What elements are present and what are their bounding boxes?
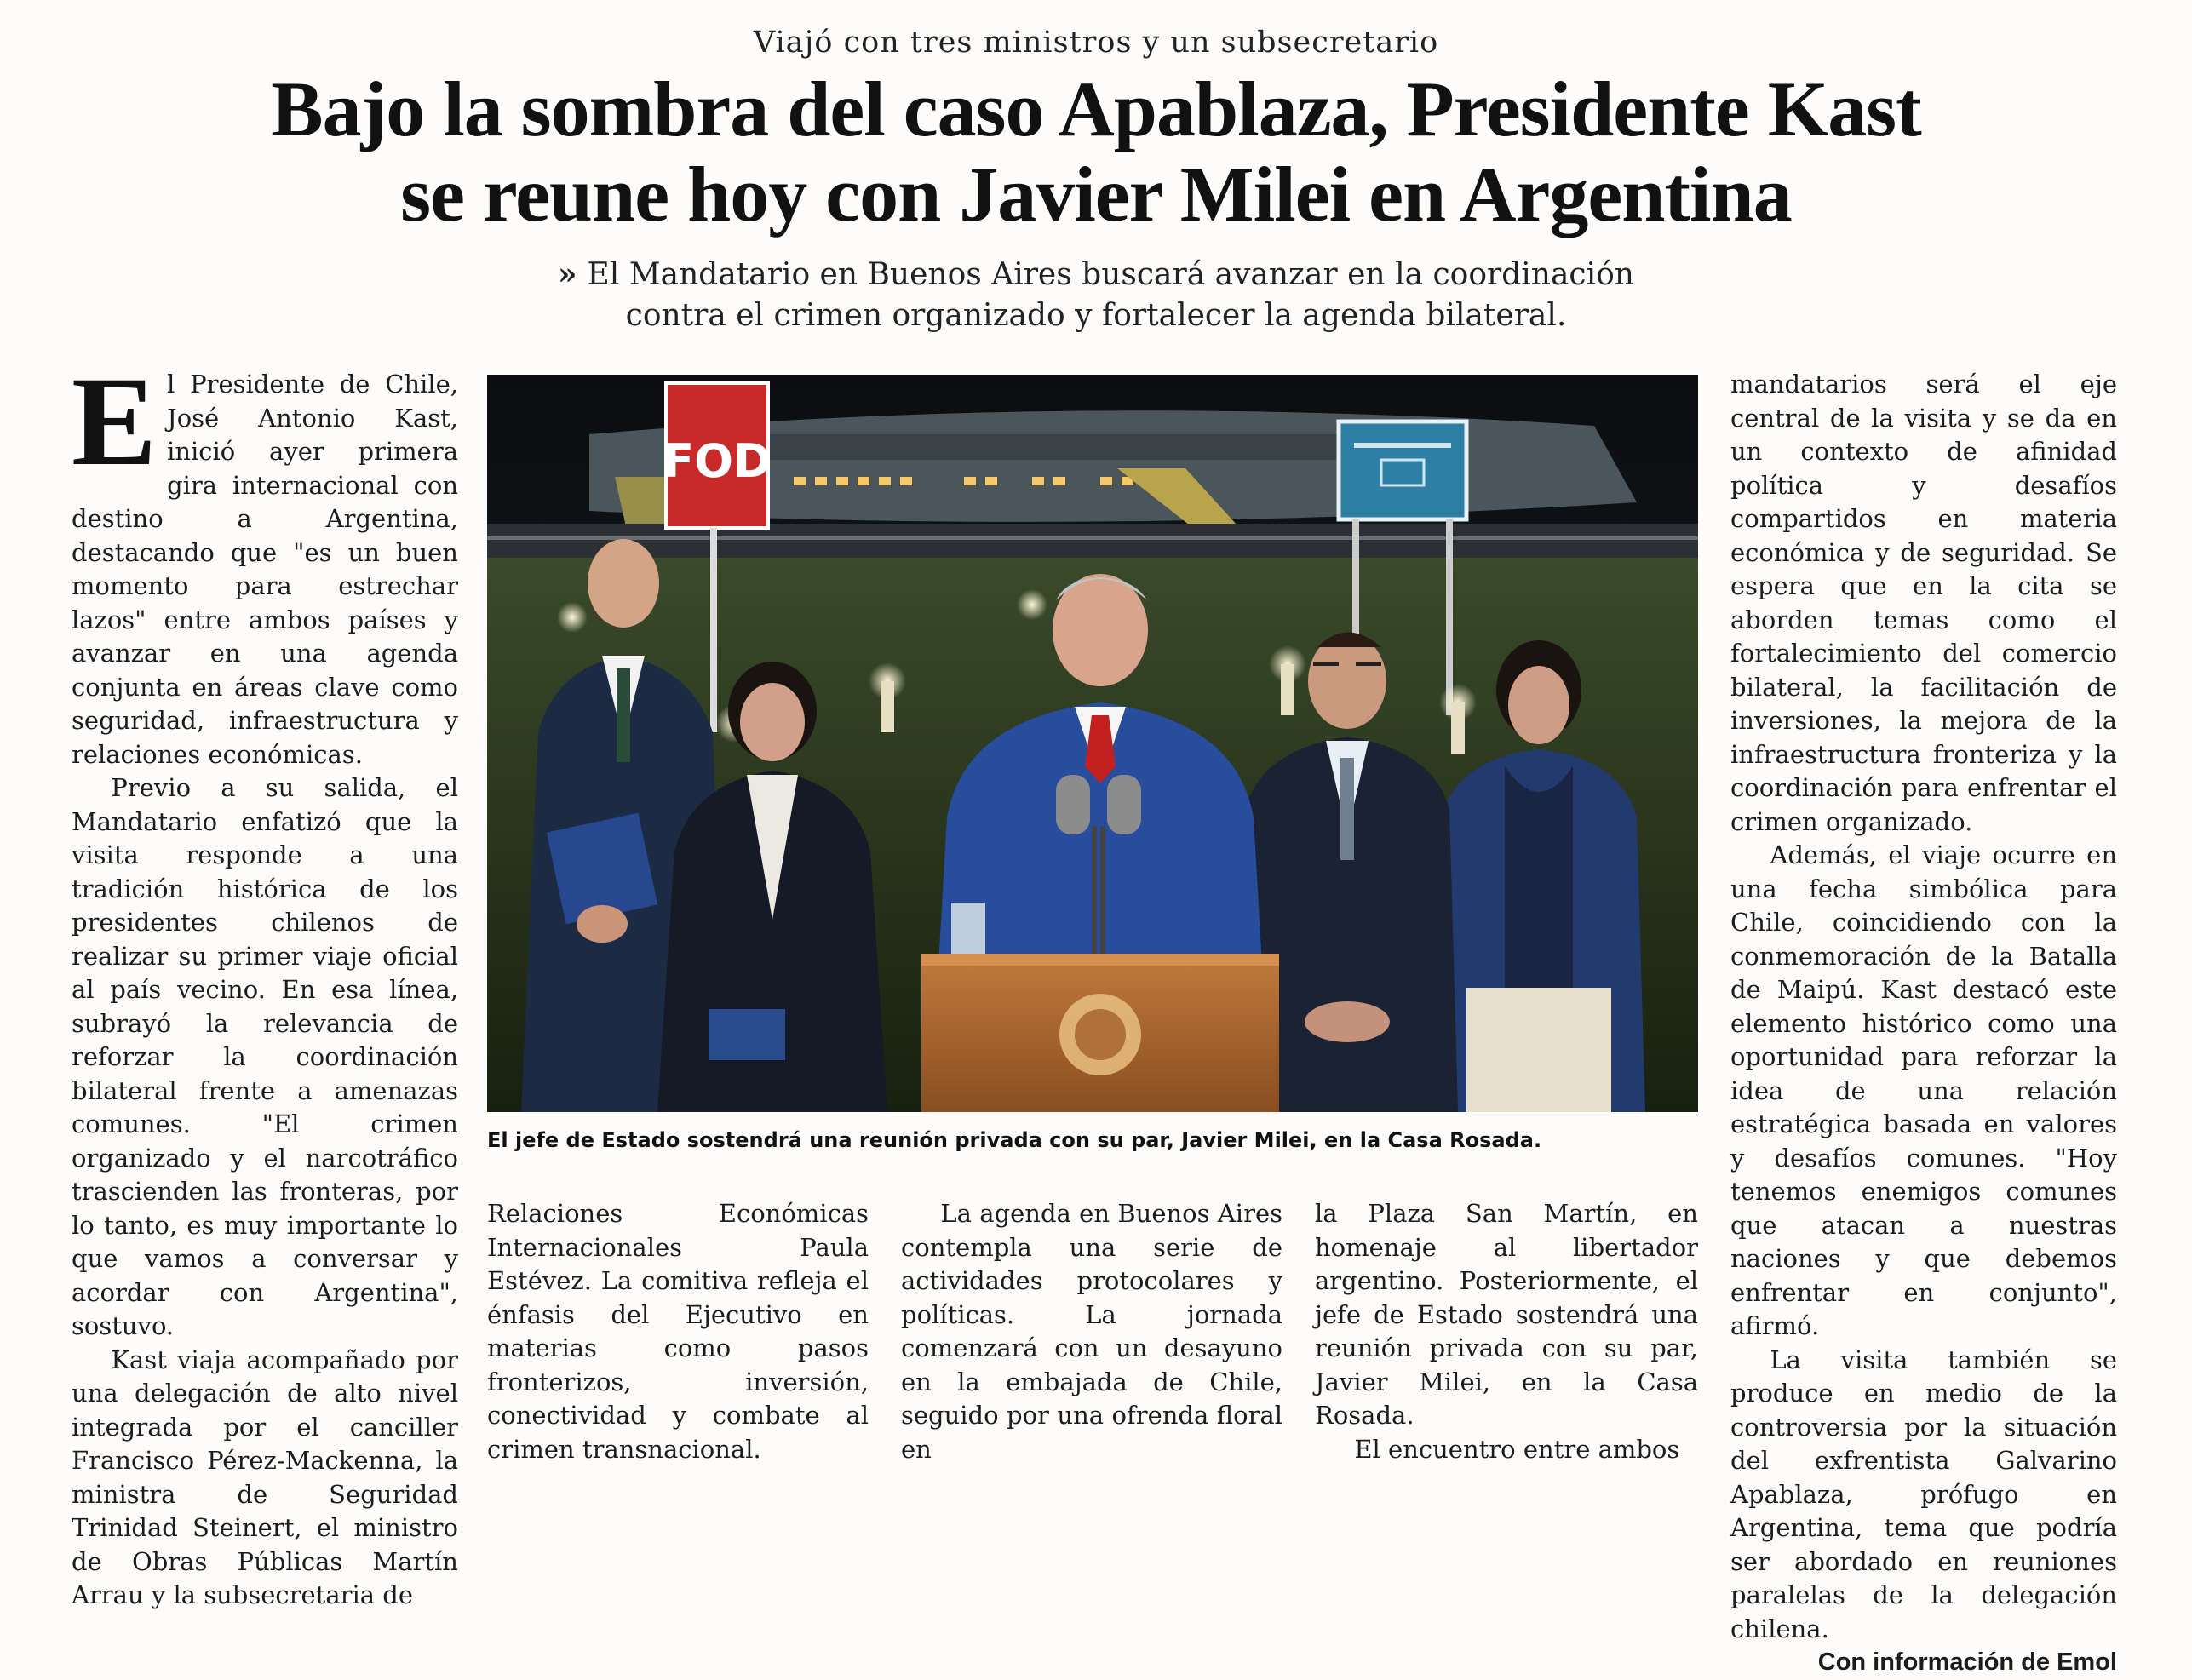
article-headline — [0, 66, 2192, 237]
body-column-right — [1730, 368, 2117, 1680]
drop-cap: E — [72, 351, 158, 492]
body-paragraph: la Plaza San Martín, en homenaje al libertador argentino. Posteriormente, el jefe de Estado sostendrá una reunión privada con su par, Javier Milei, en la Casa Rosada. — [1315, 1199, 1698, 1430]
body-paragraph — [72, 351, 458, 771]
body-paragraph: Kast viaja acompañado por una delegación de alto nivel integrada por el canciller Francisco Pérez-Mackenna, la ministra de Seguridad Trinidad Steinert, el ministro de Obras Públicas Martín Arrau y la subsecretaria de — [72, 1345, 458, 1609]
headline-line-1: Bajo la sombra del caso Apablaza, Presidente Kast — [271, 66, 1921, 152]
body-paragraph: Relaciones Económicas Internacionales Paula Estévez. La comitiva refleja el énfasis del Ejecutivo en materias como pasos fronterizos, inversión, conectividad y combate al crimen transnacional. — [487, 1199, 869, 1464]
photo-sign-text: FOD — [663, 434, 772, 488]
body-column-bottom-1 — [487, 1197, 869, 1466]
body-paragraph: El encuentro entre ambos — [1354, 1434, 1680, 1464]
article-kicker: Viajó con tres ministros y un subsecretario — [753, 26, 1439, 60]
deck-arrow-icon: » — [558, 256, 577, 292]
body-paragraph: La agenda en Buenos Aires contempla una serie de actividades protocolares y políticas. La jornada comenzará con un desayuno en la embajada de Chile, seguido por una ofrenda floral en — [901, 1199, 1282, 1464]
deck-line-2: contra el crimen organizado y fortalecer la agenda bilateral. — [625, 298, 1567, 333]
body-column-bottom-3 — [1315, 1197, 1698, 1466]
body-paragraph: Además, el viaje ocurre en una fecha simbólica para Chile, coincidiendo con la conmemoración de la Batalla de Maipú. Kast destacó este elemento histórico como una oportunidad para reforzar la idea de una relación estratégica basada en valores y desafíos comunes. "Hoy tenemos enemigos comunes que atacan a nuestras naciones y que debemos enfrentar en conjunto", afirmó. — [1730, 840, 2117, 1340]
article-credit: Con información de Emol — [1817, 1648, 2117, 1676]
paragraph-text: l Presidente de Chile, José Antonio Kast, inició ayer primera gira internacional con destino a Argentina, destacando que "es un buen momento para estrechar lazos" entre ambos países y avanzar en una agenda conjunta en áreas clave como seguridad, infraestructura y relaciones económicas. — [72, 370, 458, 769]
body-paragraph: mandatarios será el eje central de la visita y se da en un contexto de afinidad política y desafíos compartidos en materia económica y de seguridad. Se espera que en la cita se aborden temas como el fortalecimiento del comercio bilateral, la facilitación de inversiones, la mejora de la infraestructura fronteriza y la coordinación para enfrentar el crimen organizado. — [1730, 370, 2117, 836]
deck-line-1: El Mandatario en Buenos Aires buscará avanzar en la coordinación — [587, 257, 1634, 292]
body-paragraph: La visita también se produce en medio de la controversia por la situación del exfrentista Galvarino Apablaza, prófugo en Argentina, tema que podría ser abordado en reuniones paralelas de la delegación chilena. — [1730, 1345, 2117, 1643]
press-photo — [487, 375, 1698, 1112]
photo-caption: El jefe de Estado sostendrá una reunión privada con su par, Javier Milei, en la Casa Rosada. — [487, 1128, 1542, 1152]
article-deck — [0, 254, 2192, 336]
body-column-bottom-2 — [901, 1197, 1282, 1466]
body-paragraph: Previo a su salida, el Mandatario enfatizó que la visita responde a una tradición histórica de los presidentes chilenos de realizar su primer viaje oficial al país vecino. En esa línea, subrayó la relevancia de reforzar la coordinación bilateral frente a amenazas comunes. "El crimen organizado y el narcotráfico trascienden las fronteras, por lo tanto, es muy importante lo que vamos a conversar y acordar con Argentina", sostuvo. — [72, 773, 458, 1340]
headline-line-2: se reune hoy con Javier Milei en Argentina — [400, 151, 1792, 238]
body-column-left — [72, 351, 458, 1613]
